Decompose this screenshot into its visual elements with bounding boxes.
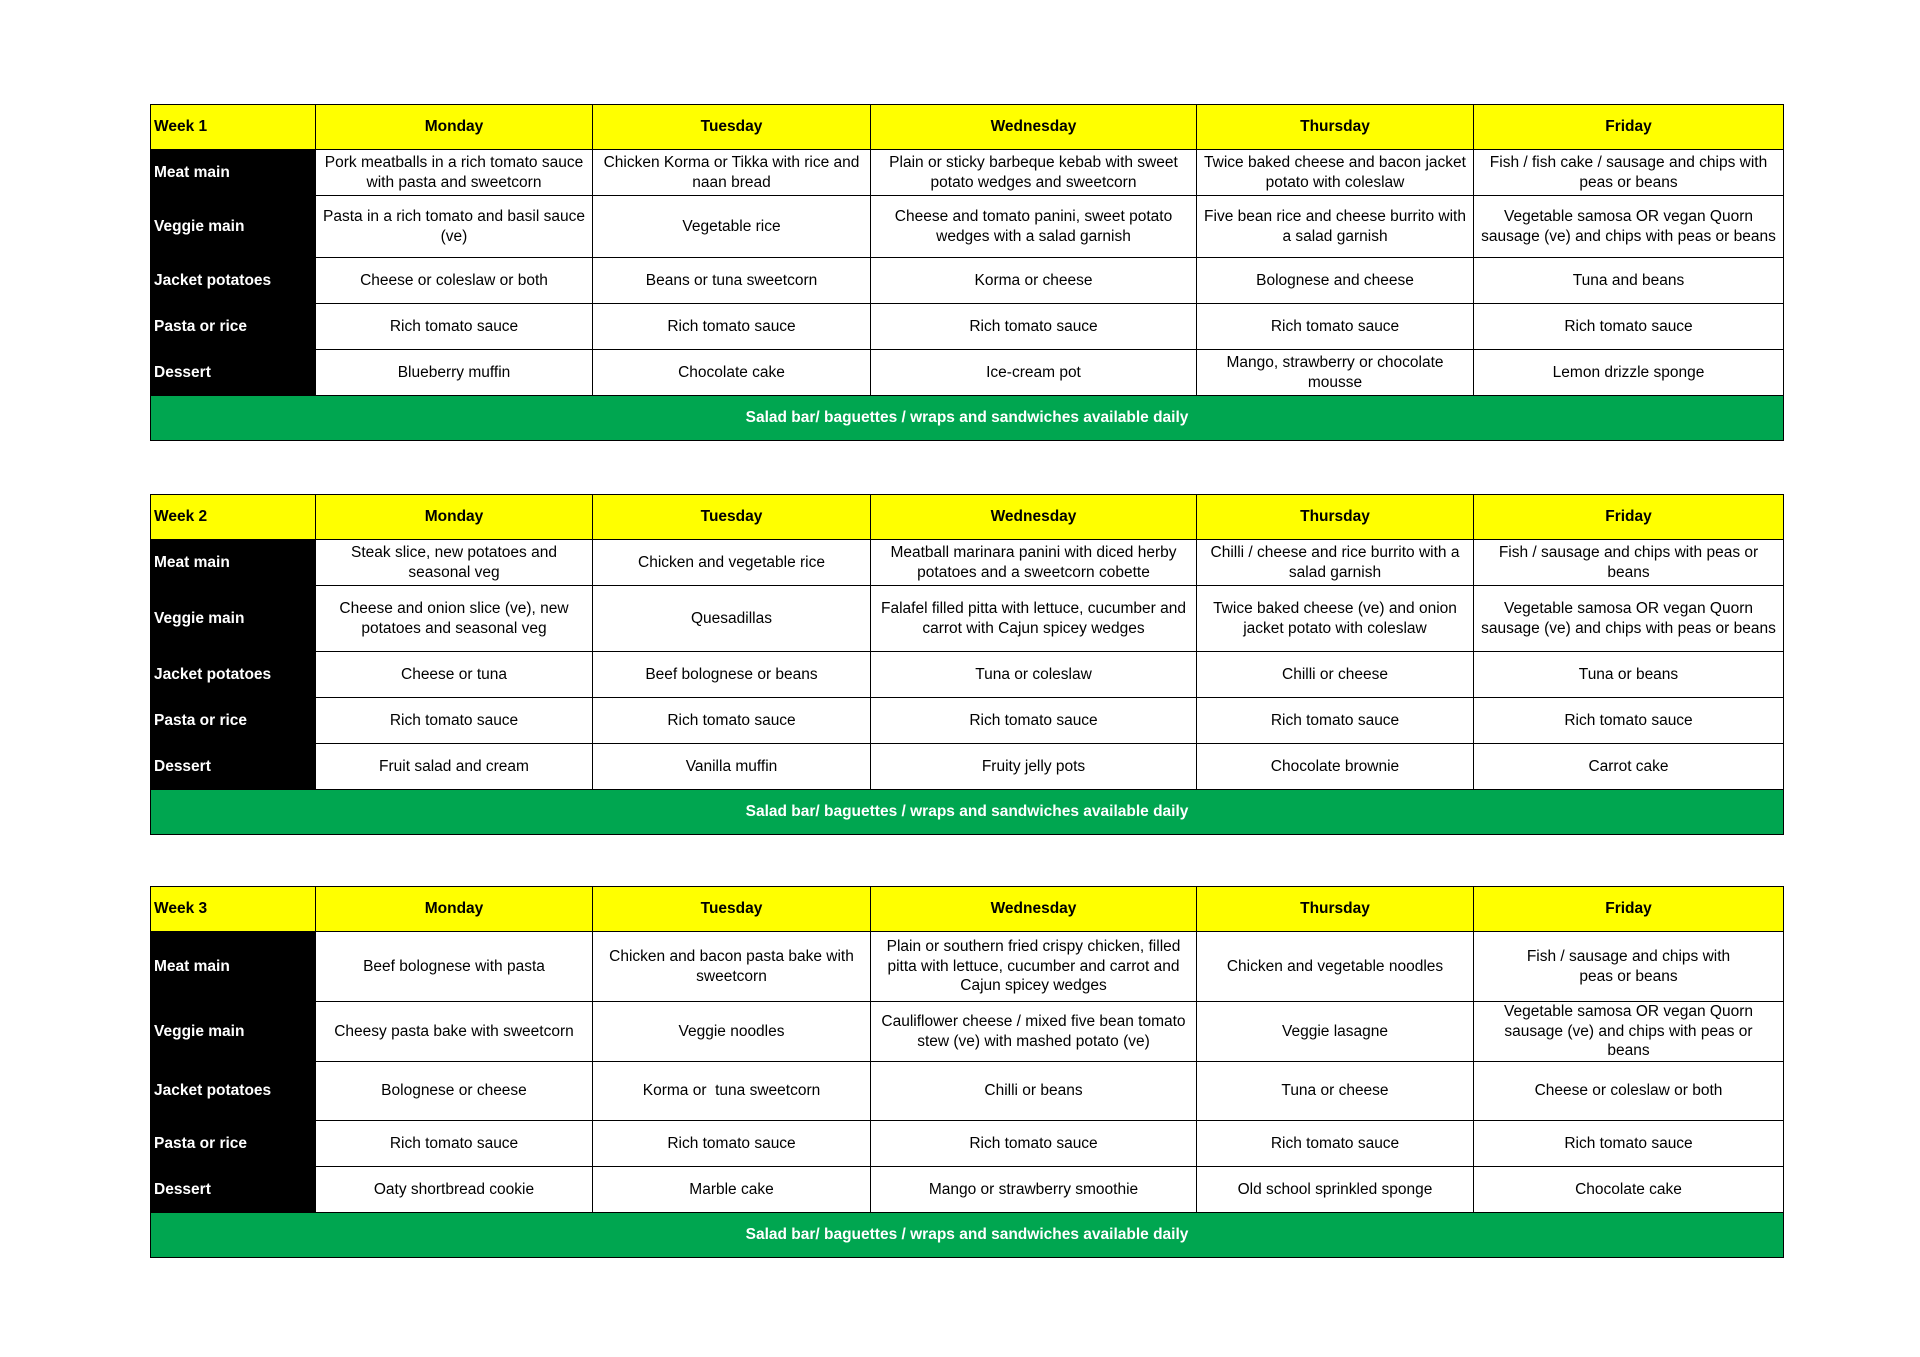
menu-cell: Plain or southern fried crispy chicken, filled pitta with lettuce, cucumber and carrot and Cajun spicey wedges — [871, 932, 1197, 1002]
menu-cell: Rich tomato sauce — [316, 1121, 593, 1167]
menu-cell: Chicken Korma or Tikka with rice and naan bread — [593, 150, 871, 196]
menu-cell: Chicken and vegetable rice — [593, 540, 871, 586]
day-header-thursday: Thursday — [1197, 105, 1474, 150]
menu-cell: Rich tomato sauce — [593, 1121, 871, 1167]
menu-cell: Quesadillas — [593, 586, 871, 652]
day-header-wednesday: Wednesday — [871, 105, 1197, 150]
menu-row-veggie-main — [151, 1002, 1784, 1062]
row-label: Pasta or rice — [151, 698, 316, 744]
menu-cell: Vanilla muffin — [593, 744, 871, 790]
menu-cell: Rich tomato sauce — [1197, 698, 1474, 744]
menu-cell: Pork meatballs in a rich tomato sauce with pasta and sweetcorn — [316, 150, 593, 196]
menu-cell: Bolognese and cheese — [1197, 258, 1474, 304]
menu-cell: Twice baked cheese (ve) and onion jacket potato with coleslaw — [1197, 586, 1474, 652]
menu-cell: Rich tomato sauce — [871, 1121, 1197, 1167]
daily-availability-note: Salad bar/ baguettes / wraps and sandwiches available daily — [151, 1213, 1784, 1258]
menu-row-pasta-or-rice — [151, 698, 1784, 744]
menu-row-dessert — [151, 350, 1784, 396]
row-label: Veggie main — [151, 196, 316, 258]
week-1-menu-table — [150, 104, 1784, 441]
menu-cell: Rich tomato sauce — [1474, 304, 1784, 350]
row-label: Meat main — [151, 540, 316, 586]
week-3-menu-table — [150, 886, 1784, 1258]
menu-cell: Tuna and beans — [1474, 258, 1784, 304]
menu-cell: Fish / sausage and chips with peas or beans — [1474, 540, 1784, 586]
header-row — [151, 495, 1784, 540]
day-header-friday: Friday — [1474, 105, 1784, 150]
row-label: Dessert — [151, 1167, 316, 1213]
row-label: Veggie main — [151, 1002, 316, 1062]
day-header-friday: Friday — [1474, 495, 1784, 540]
menu-cell: Cheese or tuna — [316, 652, 593, 698]
menu-cell: Veggie lasagne — [1197, 1002, 1474, 1062]
menu-cell: Rich tomato sauce — [1474, 1121, 1784, 1167]
menu-cell: Rich tomato sauce — [316, 304, 593, 350]
menu-cell: Bolognese or cheese — [316, 1062, 593, 1121]
header-row — [151, 887, 1784, 932]
menu-cell: Fruity jelly pots — [871, 744, 1197, 790]
menu-cell: Chicken and bacon pasta bake with sweetcorn — [593, 932, 871, 1002]
day-header-monday: Monday — [316, 105, 593, 150]
menu-cell: Chocolate cake — [593, 350, 871, 396]
week-label: Week 2 — [151, 495, 316, 540]
menu-cell: Blueberry muffin — [316, 350, 593, 396]
menu-row-veggie-main — [151, 586, 1784, 652]
menu-cell: Rich tomato sauce — [1197, 304, 1474, 350]
menu-row-meat-main — [151, 150, 1784, 196]
row-label: Dessert — [151, 350, 316, 396]
menu-row-jacket-potatoes — [151, 652, 1784, 698]
menu-row-dessert — [151, 1167, 1784, 1213]
menu-cell: Tuna or cheese — [1197, 1062, 1474, 1121]
footer-row — [151, 1213, 1784, 1258]
menu-row-jacket-potatoes — [151, 1062, 1784, 1121]
row-label: Pasta or rice — [151, 1121, 316, 1167]
menu-cell: Marble cake — [593, 1167, 871, 1213]
week-label: Week 1 — [151, 105, 316, 150]
menu-cell: Vegetable samosa OR vegan Quorn sausage (ve) and chips with peas or beans — [1474, 1002, 1784, 1062]
day-header-tuesday: Tuesday — [593, 495, 871, 540]
menu-cell: Cheesy pasta bake with sweetcorn — [316, 1002, 593, 1062]
day-header-monday: Monday — [316, 887, 593, 932]
menu-cell: Mango, strawberry or chocolate mousse — [1197, 350, 1474, 396]
menu-cell: Rich tomato sauce — [593, 698, 871, 744]
menu-cell: Fish / sausage and chips with peas or beans — [1474, 932, 1784, 1002]
menu-cell: Twice baked cheese and bacon jacket potato with coleslaw — [1197, 150, 1474, 196]
menu-cell: Cheese or coleslaw or both — [316, 258, 593, 304]
menu-cell: Tuna or beans — [1474, 652, 1784, 698]
day-header-thursday: Thursday — [1197, 495, 1474, 540]
menu-cell: Lemon drizzle sponge — [1474, 350, 1784, 396]
menu-cell: Cheese and tomato panini, sweet potato wedges with a salad garnish — [871, 196, 1197, 258]
menu-cell: Tuna or coleslaw — [871, 652, 1197, 698]
week-label: Week 3 — [151, 887, 316, 932]
menu-cell: Rich tomato sauce — [593, 304, 871, 350]
daily-availability-note: Salad bar/ baguettes / wraps and sandwiches available daily — [151, 790, 1784, 835]
menu-row-pasta-or-rice — [151, 1121, 1784, 1167]
menu-cell: Beef bolognese with pasta — [316, 932, 593, 1002]
day-header-thursday: Thursday — [1197, 887, 1474, 932]
menu-cell: Meatball marinara panini with diced herby potatoes and a sweetcorn cobette — [871, 540, 1197, 586]
menu-row-veggie-main — [151, 196, 1784, 258]
menu-cell: Pasta in a rich tomato and basil sauce (ve) — [316, 196, 593, 258]
menu-cell: Chilli / cheese and rice burrito with a salad garnish — [1197, 540, 1474, 586]
row-label: Dessert — [151, 744, 316, 790]
day-header-monday: Monday — [316, 495, 593, 540]
day-header-wednesday: Wednesday — [871, 887, 1197, 932]
menu-cell: Chicken and vegetable noodles — [1197, 932, 1474, 1002]
menu-cell: Vegetable rice — [593, 196, 871, 258]
menu-cell: Ice-cream pot — [871, 350, 1197, 396]
menu-cell: Plain or sticky barbeque kebab with sweet potato wedges and sweetcorn — [871, 150, 1197, 196]
menu-cell: Beans or tuna sweetcorn — [593, 258, 871, 304]
row-label: Jacket potatoes — [151, 652, 316, 698]
menu-cell: Rich tomato sauce — [1474, 698, 1784, 744]
menu-cell: Rich tomato sauce — [871, 304, 1197, 350]
menu-cell: Steak slice, new potatoes and seasonal veg — [316, 540, 593, 586]
menu-cell: Fruit salad and cream — [316, 744, 593, 790]
header-row — [151, 105, 1784, 150]
daily-availability-note: Salad bar/ baguettes / wraps and sandwiches available daily — [151, 396, 1784, 441]
menu-cell: Vegetable samosa OR vegan Quorn sausage (ve) and chips with peas or beans — [1474, 196, 1784, 258]
menu-cell: Cheese and onion slice (ve), new potatoes and seasonal veg — [316, 586, 593, 652]
menu-cell: Cheese or coleslaw or both — [1474, 1062, 1784, 1121]
menu-row-meat-main — [151, 540, 1784, 586]
menu-cell: Carrot cake — [1474, 744, 1784, 790]
menu-cell: Beef bolognese or beans — [593, 652, 871, 698]
row-label: Meat main — [151, 932, 316, 1002]
menu-cell: Chilli or beans — [871, 1062, 1197, 1121]
footer-row — [151, 396, 1784, 441]
footer-row — [151, 790, 1784, 835]
menu-cell: Rich tomato sauce — [316, 698, 593, 744]
menu-cell: Fish / fish cake / sausage and chips with peas or beans — [1474, 150, 1784, 196]
row-label: Jacket potatoes — [151, 258, 316, 304]
week-2-menu-table — [150, 494, 1784, 835]
day-header-friday: Friday — [1474, 887, 1784, 932]
menu-cell: Oaty shortbread cookie — [316, 1167, 593, 1213]
menu-cell: Falafel filled pitta with lettuce, cucumber and carrot with Cajun spicey wedges — [871, 586, 1197, 652]
row-label: Veggie main — [151, 586, 316, 652]
day-header-tuesday: Tuesday — [593, 105, 871, 150]
menu-cell: Veggie noodles — [593, 1002, 871, 1062]
row-label: Jacket potatoes — [151, 1062, 316, 1121]
menu-row-jacket-potatoes — [151, 258, 1784, 304]
menu-row-pasta-or-rice — [151, 304, 1784, 350]
menu-cell: Vegetable samosa OR vegan Quorn sausage (ve) and chips with peas or beans — [1474, 586, 1784, 652]
menu-cell: Five bean rice and cheese burrito with a salad garnish — [1197, 196, 1474, 258]
menu-cell: Rich tomato sauce — [871, 698, 1197, 744]
menu-row-meat-main — [151, 932, 1784, 1002]
day-header-tuesday: Tuesday — [593, 887, 871, 932]
menu-cell: Cauliflower cheese / mixed five bean tomato stew (ve) with mashed potato (ve) — [871, 1002, 1197, 1062]
menu-row-dessert — [151, 744, 1784, 790]
menu-cell: Korma or cheese — [871, 258, 1197, 304]
day-header-wednesday: Wednesday — [871, 495, 1197, 540]
menu-cell: Korma or tuna sweetcorn — [593, 1062, 871, 1121]
row-label: Meat main — [151, 150, 316, 196]
row-label: Pasta or rice — [151, 304, 316, 350]
menu-cell: Old school sprinkled sponge — [1197, 1167, 1474, 1213]
menu-cell: Chocolate brownie — [1197, 744, 1474, 790]
menu-cell: Mango or strawberry smoothie — [871, 1167, 1197, 1213]
menu-cell: Rich tomato sauce — [1197, 1121, 1474, 1167]
menu-cell: Chilli or cheese — [1197, 652, 1474, 698]
menu-cell: Chocolate cake — [1474, 1167, 1784, 1213]
